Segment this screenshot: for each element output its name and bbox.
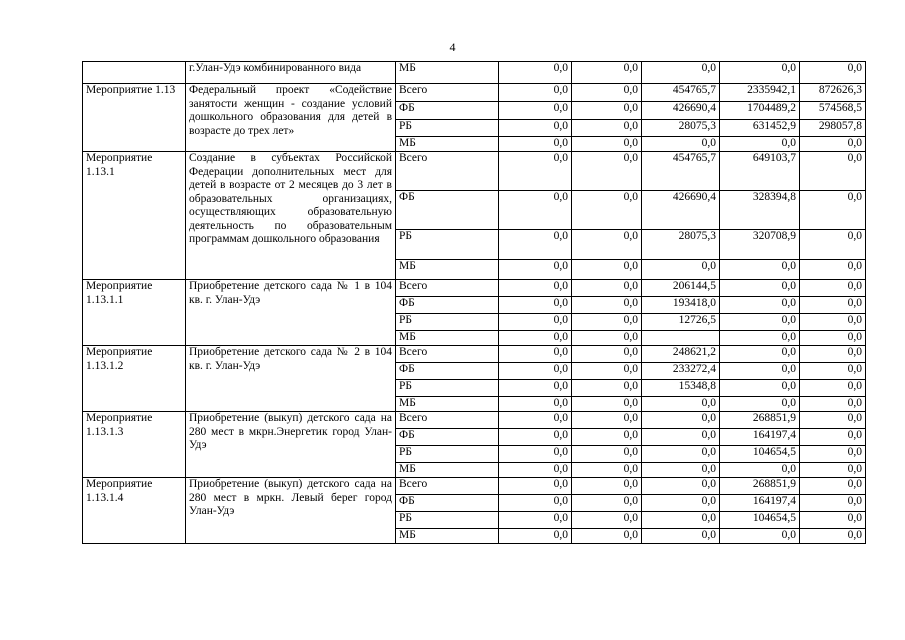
- funding-source-cell: РБ: [396, 446, 499, 463]
- value-cell: 872626,3: [800, 84, 866, 102]
- value-cell: 0,0: [572, 102, 642, 120]
- value-cell: 0,0: [499, 495, 572, 512]
- value-cell: 0,0: [720, 314, 800, 331]
- value-cell: 0,0: [642, 463, 720, 478]
- value-cell: 0,0: [499, 120, 572, 137]
- value-cell: 0,0: [800, 230, 866, 260]
- value-cell: 0,0: [800, 412, 866, 429]
- value-cell: 0,0: [572, 120, 642, 137]
- value-cell: 0,0: [499, 512, 572, 529]
- value-cell: 0,0: [572, 363, 642, 380]
- table-row: [83, 280, 866, 297]
- description-cell: г.Улан-Удэ комбинированного вида: [186, 62, 396, 84]
- funding-source-cell: ФБ: [396, 363, 499, 380]
- value-cell: 0,0: [572, 152, 642, 191]
- value-cell: 268851,9: [720, 478, 800, 495]
- value-cell: 0,0: [800, 529, 866, 544]
- value-cell: 0,0: [572, 429, 642, 446]
- value-cell: 0,0: [499, 463, 572, 478]
- event-cell: Мероприятие 1.13.1.3: [83, 412, 186, 478]
- value-cell: 0,0: [499, 314, 572, 331]
- value-cell: 0,0: [800, 463, 866, 478]
- value-cell: 0,0: [720, 380, 800, 397]
- value-cell: 0,0: [642, 412, 720, 429]
- value-cell: 0,0: [642, 397, 720, 412]
- value-cell: 0,0: [499, 191, 572, 230]
- value-cell: 0,0: [720, 280, 800, 297]
- funding-source-cell: ФБ: [396, 102, 499, 120]
- value-cell: 0,0: [800, 152, 866, 191]
- funding-source-cell: Всего: [396, 152, 499, 191]
- value-cell: 0,0: [720, 62, 800, 84]
- value-cell: 0,0: [800, 446, 866, 463]
- value-cell: 0,0: [572, 495, 642, 512]
- event-cell: [83, 62, 186, 84]
- value-cell: 320708,9: [720, 230, 800, 260]
- value-cell: 0,0: [499, 84, 572, 102]
- value-cell: 0,0: [499, 152, 572, 191]
- value-cell: 0,0: [642, 62, 720, 84]
- value-cell: 0,0: [572, 478, 642, 495]
- value-cell: 0,0: [800, 314, 866, 331]
- value-cell: 0,0: [800, 380, 866, 397]
- value-cell: 0,0: [720, 331, 800, 346]
- value-cell: 0,0: [499, 478, 572, 495]
- value-cell: 574568,5: [800, 102, 866, 120]
- value-cell: 0,0: [720, 260, 800, 280]
- description-cell: Создание в субъектах Российской Федерации дополнительных мест для детей в возрасте от 2 месяцев до 3 лет в образовательных организациях, осуществляющих образовательную деятельность по образовательным программам дошкольного образования: [186, 152, 396, 280]
- value-cell: [642, 331, 720, 346]
- value-cell: 0,0: [499, 102, 572, 120]
- value-cell: 15348,8: [642, 380, 720, 397]
- value-cell: 0,0: [642, 137, 720, 152]
- value-cell: 0,0: [572, 260, 642, 280]
- event-cell: Мероприятие 1.13: [83, 84, 186, 152]
- value-cell: 0,0: [720, 346, 800, 363]
- funding-source-cell: ФБ: [396, 495, 499, 512]
- table-row: [83, 152, 866, 191]
- value-cell: 0,0: [499, 260, 572, 280]
- value-cell: 0,0: [800, 363, 866, 380]
- description-cell: Приобретение детского сада № 2 в 104 кв. г. Улан-Удэ: [186, 346, 396, 412]
- funding-source-cell: ФБ: [396, 297, 499, 314]
- value-cell: 0,0: [800, 346, 866, 363]
- event-cell: Мероприятие 1.13.1.1: [83, 280, 186, 346]
- value-cell: 0,0: [572, 230, 642, 260]
- value-cell: 0,0: [499, 346, 572, 363]
- value-cell: 0,0: [800, 260, 866, 280]
- table-row: [83, 346, 866, 363]
- value-cell: 0,0: [642, 478, 720, 495]
- funding-source-cell: РБ: [396, 314, 499, 331]
- value-cell: 1704489,2: [720, 102, 800, 120]
- funding-source-cell: РБ: [396, 230, 499, 260]
- description-cell: Приобретение (выкуп) детского сада на 280 мест в мркн. Левый берег город Улан-Удэ: [186, 478, 396, 544]
- value-cell: 0,0: [800, 62, 866, 84]
- value-cell: 0,0: [499, 62, 572, 84]
- funding-source-cell: МБ: [396, 137, 499, 152]
- value-cell: 454765,7: [642, 152, 720, 191]
- value-cell: 0,0: [572, 297, 642, 314]
- value-cell: 0,0: [642, 529, 720, 544]
- value-cell: 0,0: [499, 429, 572, 446]
- value-cell: 631452,9: [720, 120, 800, 137]
- value-cell: 0,0: [572, 397, 642, 412]
- table-row: [83, 62, 866, 84]
- event-cell: Мероприятие 1.13.1: [83, 152, 186, 280]
- value-cell: 0,0: [572, 346, 642, 363]
- funding-source-cell: РБ: [396, 120, 499, 137]
- value-cell: 0,0: [800, 297, 866, 314]
- funding-source-cell: РБ: [396, 512, 499, 529]
- table-row: [83, 412, 866, 429]
- value-cell: 0,0: [642, 495, 720, 512]
- value-cell: 0,0: [572, 331, 642, 346]
- value-cell: 0,0: [800, 495, 866, 512]
- page-number: 4: [449, 40, 456, 54]
- event-cell: Мероприятие 1.13.1.2: [83, 346, 186, 412]
- value-cell: 0,0: [572, 529, 642, 544]
- value-cell: 2335942,1: [720, 84, 800, 102]
- value-cell: 0,0: [499, 230, 572, 260]
- value-cell: 12726,5: [642, 314, 720, 331]
- value-cell: 268851,9: [720, 412, 800, 429]
- value-cell: 0,0: [800, 397, 866, 412]
- value-cell: 0,0: [642, 429, 720, 446]
- value-cell: 164197,4: [720, 429, 800, 446]
- event-cell: Мероприятие 1.13.1.4: [83, 478, 186, 544]
- value-cell: 426690,4: [642, 191, 720, 230]
- funding-source-cell: МБ: [396, 62, 499, 84]
- value-cell: 0,0: [572, 137, 642, 152]
- value-cell: 426690,4: [642, 102, 720, 120]
- funding-source-cell: РБ: [396, 380, 499, 397]
- value-cell: 0,0: [499, 412, 572, 429]
- value-cell: 0,0: [572, 512, 642, 529]
- value-cell: 233272,4: [642, 363, 720, 380]
- value-cell: 0,0: [642, 446, 720, 463]
- description-cell: Федеральный проект «Содействие занятости женщин - создание условий дошкольного образования для детей в возрасте до трех лет»: [186, 84, 396, 152]
- description-cell: Приобретение детского сада № 1 в 104 кв. г. Улан-Удэ: [186, 280, 396, 346]
- budget-table: [82, 61, 866, 544]
- value-cell: 0,0: [499, 137, 572, 152]
- funding-source-cell: ФБ: [396, 429, 499, 446]
- value-cell: 0,0: [499, 446, 572, 463]
- value-cell: 0,0: [642, 512, 720, 529]
- value-cell: 0,0: [499, 397, 572, 412]
- value-cell: 0,0: [499, 380, 572, 397]
- value-cell: 0,0: [720, 363, 800, 380]
- value-cell: 0,0: [800, 280, 866, 297]
- value-cell: 0,0: [572, 84, 642, 102]
- value-cell: 0,0: [499, 363, 572, 380]
- funding-source-cell: МБ: [396, 397, 499, 412]
- value-cell: 0,0: [800, 429, 866, 446]
- description-cell: Приобретение (выкуп) детского сада на 280 мест в мкрн.Энергетик город Улан-Удэ: [186, 412, 396, 478]
- value-cell: 0,0: [572, 380, 642, 397]
- value-cell: 0,0: [572, 412, 642, 429]
- value-cell: 0,0: [800, 137, 866, 152]
- value-cell: 0,0: [572, 314, 642, 331]
- value-cell: 0,0: [572, 191, 642, 230]
- value-cell: 0,0: [720, 463, 800, 478]
- funding-source-cell: Всего: [396, 412, 499, 429]
- value-cell: 0,0: [800, 478, 866, 495]
- funding-source-cell: МБ: [396, 463, 499, 478]
- value-cell: 0,0: [572, 280, 642, 297]
- value-cell: 28075,3: [642, 230, 720, 260]
- funding-source-cell: МБ: [396, 260, 499, 280]
- value-cell: 649103,7: [720, 152, 800, 191]
- value-cell: 0,0: [572, 446, 642, 463]
- value-cell: 0,0: [572, 463, 642, 478]
- value-cell: 0,0: [800, 191, 866, 230]
- table-row: [83, 478, 866, 495]
- value-cell: 0,0: [720, 397, 800, 412]
- value-cell: 298057,8: [800, 120, 866, 137]
- funding-source-cell: Всего: [396, 346, 499, 363]
- value-cell: 0,0: [720, 137, 800, 152]
- value-cell: 454765,7: [642, 84, 720, 102]
- funding-source-cell: ФБ: [396, 191, 499, 230]
- value-cell: 0,0: [499, 280, 572, 297]
- value-cell: 0,0: [720, 529, 800, 544]
- value-cell: 0,0: [642, 260, 720, 280]
- value-cell: 104654,5: [720, 512, 800, 529]
- value-cell: 248621,2: [642, 346, 720, 363]
- funding-source-cell: МБ: [396, 529, 499, 544]
- value-cell: 206144,5: [642, 280, 720, 297]
- funding-source-cell: МБ: [396, 331, 499, 346]
- value-cell: 0,0: [499, 297, 572, 314]
- funding-source-cell: Всего: [396, 84, 499, 102]
- funding-source-cell: Всего: [396, 280, 499, 297]
- table-row: [83, 84, 866, 102]
- budget-table-body: [83, 62, 866, 544]
- value-cell: 164197,4: [720, 495, 800, 512]
- funding-source-cell: Всего: [396, 478, 499, 495]
- value-cell: 0,0: [800, 512, 866, 529]
- value-cell: 0,0: [720, 297, 800, 314]
- value-cell: 0,0: [499, 331, 572, 346]
- value-cell: 0,0: [800, 331, 866, 346]
- value-cell: 0,0: [572, 62, 642, 84]
- value-cell: 193418,0: [642, 297, 720, 314]
- value-cell: 28075,3: [642, 120, 720, 137]
- value-cell: 328394,8: [720, 191, 800, 230]
- value-cell: 0,0: [499, 529, 572, 544]
- value-cell: 104654,5: [720, 446, 800, 463]
